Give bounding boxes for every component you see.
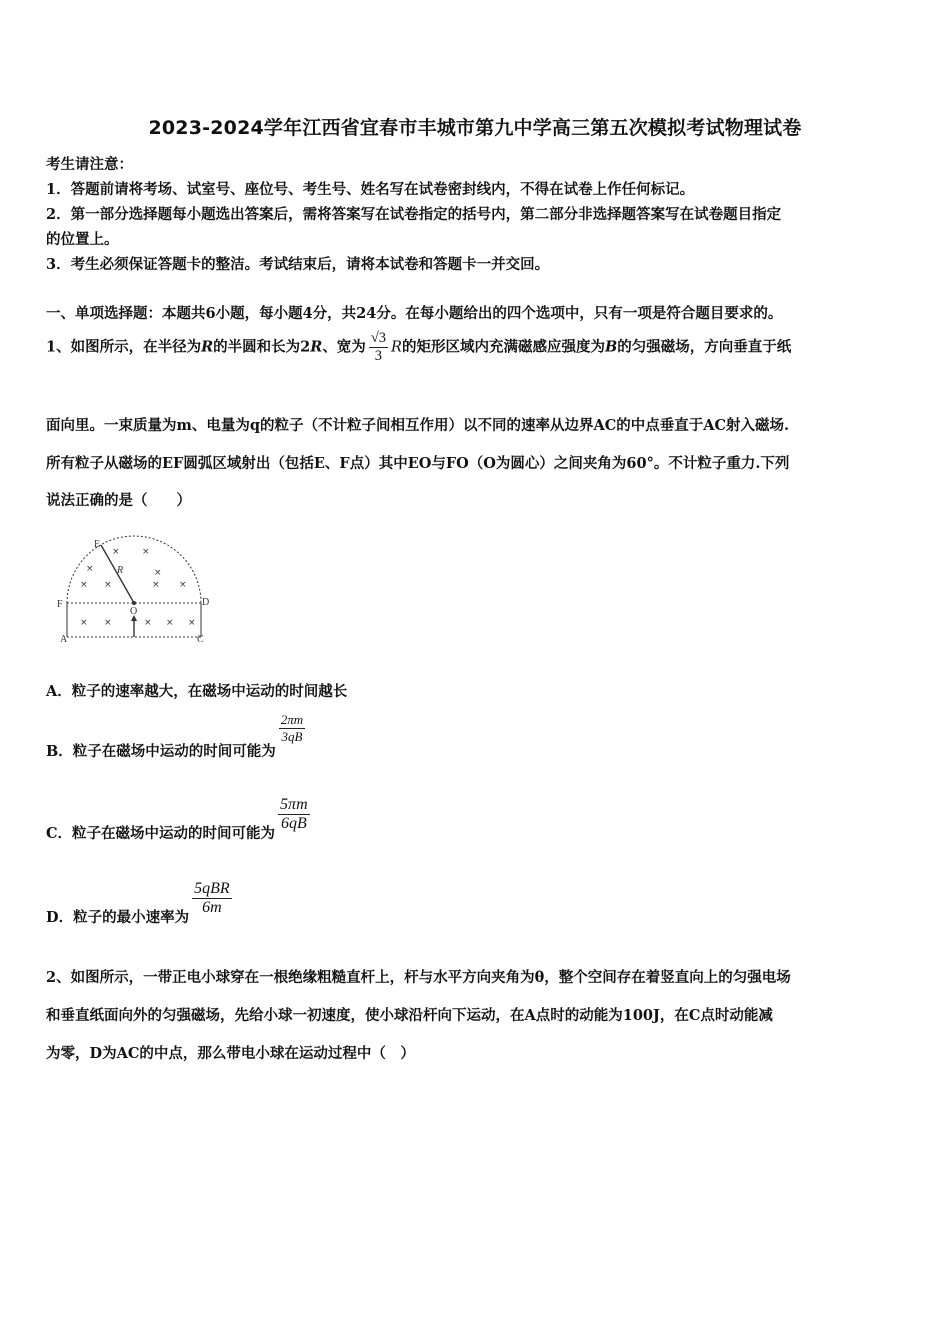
page-title: 2023-2024学年江西省宜春市丰城市第九中学高三第五次模拟考试物理试卷 bbox=[148, 117, 802, 139]
cross-mark: × bbox=[179, 580, 187, 590]
option-c-fraction bbox=[278, 796, 310, 833]
notice-item-3: 3．考生必须保证答题卡的整洁。考试结束后，请将本试卷和答题卡一并交回。 bbox=[46, 256, 550, 273]
q1-frac-var: R bbox=[391, 339, 402, 356]
option-d-num: 5qBR bbox=[194, 880, 230, 897]
option-b-fraction bbox=[279, 712, 305, 745]
cross-mark: × bbox=[154, 568, 162, 578]
q1-text-c: 、宽为 bbox=[322, 338, 366, 356]
notice-item-2b: 的位置上。 bbox=[46, 231, 119, 248]
q1-var-r: R bbox=[201, 338, 214, 356]
cross-mark: × bbox=[104, 580, 112, 590]
cross-mark: × bbox=[166, 618, 174, 628]
label-e: E bbox=[94, 539, 101, 550]
q2-line-1: 2、如图所示，一带正电小球穿在一根绝缘粗糙直杆上，杆与水平方向夹角为θ，整个空间存在着竖直向上的匀强电场 bbox=[46, 969, 791, 986]
q1-text-d: 的矩形区域内充满磁感应强度为 bbox=[401, 338, 605, 356]
section-heading: 一、单项选择题：本题共6小题，每小题4分，共24分。在每小题给出的四个选项中，只有一项是符合题目要求的。 bbox=[46, 305, 783, 322]
option-d-text: D．粒子的最小速率为 bbox=[46, 909, 190, 926]
q1-var-r2: R bbox=[310, 338, 323, 356]
label-f: F bbox=[57, 599, 63, 610]
cross-mark: × bbox=[112, 547, 120, 557]
option-c bbox=[46, 796, 313, 843]
notice-heading: 考生请注意： bbox=[46, 156, 133, 173]
q1-line-3: 所有粒子从磁场的EF圆弧区域射出（包括E、F点）其中EO与FO（O为圆心）之间夹角为60°。不计粒子重力.下列 bbox=[46, 455, 790, 472]
cross-mark: × bbox=[80, 580, 88, 590]
option-c-text: C．粒子在磁场中运动的时间可能为 bbox=[46, 825, 276, 842]
option-b-text: B．粒子在磁场中运动的时间可能为 bbox=[46, 743, 276, 760]
q1-frac-num: √3 bbox=[370, 330, 387, 346]
q1-fraction bbox=[369, 330, 388, 365]
option-d bbox=[46, 880, 235, 927]
option-b-den: 3qB bbox=[281, 729, 303, 744]
option-d-fraction bbox=[192, 880, 232, 917]
option-c-den: 6qB bbox=[280, 815, 307, 832]
cross-mark: × bbox=[104, 618, 112, 628]
option-a: A．粒子的速率越大，在磁场中运动的时间越长 bbox=[46, 683, 348, 700]
q1-line-1 bbox=[46, 330, 791, 365]
q1-text-a: 1、如图所示，在半径为 bbox=[46, 338, 202, 356]
cross-mark: × bbox=[188, 618, 196, 628]
label-o: O bbox=[130, 606, 138, 617]
option-b-num: 2πm bbox=[280, 712, 304, 727]
cross-mark: × bbox=[80, 618, 88, 628]
q2-line-3: 为零，D为AC的中点，那么带电小球在运动过程中（ ） bbox=[46, 1045, 415, 1062]
cross-mark: × bbox=[144, 618, 152, 628]
cross-mark: × bbox=[86, 564, 94, 574]
option-c-num: 5πm bbox=[280, 796, 308, 813]
center-point bbox=[132, 601, 136, 605]
label-a: A bbox=[60, 634, 68, 645]
magnetic-field-figure bbox=[55, 535, 215, 647]
label-d: D bbox=[202, 597, 210, 608]
q1-frac-den: 3 bbox=[374, 348, 383, 364]
option-d-den: 6m bbox=[202, 899, 222, 916]
option-b bbox=[46, 712, 308, 761]
label-r: R bbox=[117, 565, 124, 576]
cross-mark: × bbox=[152, 580, 160, 590]
q1-text-e: 的匀强磁场，方向垂直于纸 bbox=[617, 338, 792, 356]
q1-text-b: 的半圆和长为2 bbox=[213, 338, 311, 356]
cross-mark: × bbox=[142, 547, 150, 557]
q1-var-b: B bbox=[604, 338, 618, 356]
label-c: C bbox=[197, 634, 204, 645]
q1-line-2: 面向里。一束质量为m、电量为q的粒子（不计粒子间相互作用）以不同的速率从边界AC的中点垂直于AC射入磁场. bbox=[46, 417, 790, 434]
notice-item-2a: 2．第一部分选择题每小题选出答案后，需将答案写在试卷指定的括号内，第二部分非选择题答案写在试卷题目指定 bbox=[46, 206, 782, 223]
q1-line-4: 说法正确的是（ ） bbox=[46, 492, 191, 509]
q2-line-2: 和垂直纸面向外的匀强磁场，先给小球一初速度，使小球沿杆向下运动，在A点时的动能为100J，在C点时动能减 bbox=[46, 1007, 773, 1024]
notice-item-1: 1．答题前请将考场、试室号、座位号、考生号、姓名写在试卷密封线内，不得在试卷上作任何标记。 bbox=[46, 181, 695, 198]
